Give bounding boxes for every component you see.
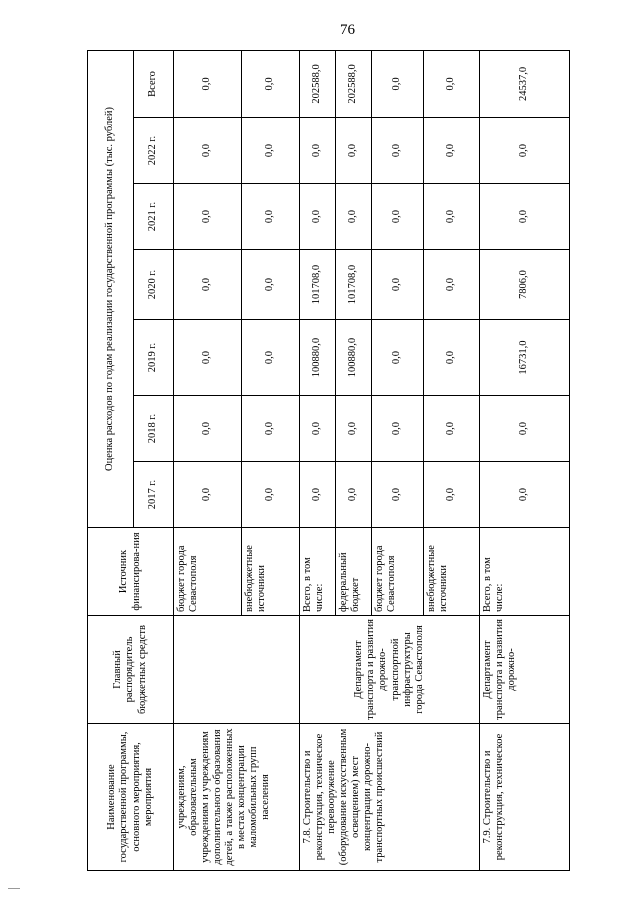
source-cell: внебюджетные источники <box>242 528 300 616</box>
value-cell: 0,0 <box>336 118 372 184</box>
value-cell: 0,0 <box>480 184 570 250</box>
total-cell: 0,0 <box>174 50 242 117</box>
source-cell: бюджет города Севастополя <box>174 528 242 616</box>
value-cell: 0,0 <box>174 462 242 528</box>
value-cell: 0,0 <box>242 250 300 320</box>
value-cell: 101708,0 <box>336 250 372 320</box>
value-cell: 0,0 <box>336 462 372 528</box>
executor-cell: Департамент транспорта и развития дорожно- <box>480 616 570 724</box>
value-cell: 0,0 <box>372 118 424 184</box>
header-year: 2017 г. <box>134 462 174 528</box>
page-number: 76 <box>340 22 355 38</box>
source-cell: внебюджетные источники <box>424 528 480 616</box>
value-cell: 0,0 <box>242 118 300 184</box>
source-cell: бюджет города Севастополя <box>372 528 424 616</box>
total-cell: 202588,0 <box>336 50 372 117</box>
value-cell: 0,0 <box>242 462 300 528</box>
value-cell: 0,0 <box>480 118 570 184</box>
value-cell: 0,0 <box>372 396 424 462</box>
header-executor: Главный распорядитель бюджетных средств <box>88 616 174 724</box>
table-row <box>300 50 336 870</box>
source-cell: федеральный бюджет <box>336 528 372 616</box>
rotated-table-container <box>87 51 570 871</box>
header-year: 2018 г. <box>134 396 174 462</box>
value-cell: 0,0 <box>424 250 480 320</box>
total-cell: 0,0 <box>424 50 480 117</box>
value-cell: 100880,0 <box>300 320 336 396</box>
value-cell: 0,0 <box>372 462 424 528</box>
value-cell: 0,0 <box>174 396 242 462</box>
total-cell: 0,0 <box>372 50 424 117</box>
header-year: 2021 г. <box>134 184 174 250</box>
measure-name: 7.8. Строительство и реконструкция, техническое перевооружение (оборудование искусственным освещением) мест концентрации дорожно-транспортных происшествий <box>300 724 480 871</box>
value-cell: 0,0 <box>424 396 480 462</box>
executor-cell <box>174 616 300 724</box>
header-year: 2019 г. <box>134 320 174 396</box>
value-cell: 0,0 <box>424 462 480 528</box>
value-cell: 101708,0 <box>300 250 336 320</box>
value-cell: 0,0 <box>336 184 372 250</box>
value-cell: 0,0 <box>336 396 372 462</box>
value-cell: 0,0 <box>424 320 480 396</box>
source-cell: Всего, в том числе: <box>300 528 336 616</box>
value-cell: 7806,0 <box>480 250 570 320</box>
value-cell: 0,0 <box>242 184 300 250</box>
total-cell: 0,0 <box>242 50 300 117</box>
value-cell: 0,0 <box>242 320 300 396</box>
header-total: Всего <box>134 50 174 117</box>
value-cell: 0,0 <box>174 320 242 396</box>
value-cell: 16731,0 <box>480 320 570 396</box>
source-cell: Всего, в том числе: <box>480 528 570 616</box>
value-cell: 0,0 <box>174 250 242 320</box>
header-estimate: Оценка расходов по годам реализации государственной программы (тыс. рублей) <box>88 50 134 527</box>
value-cell: 0,0 <box>424 184 480 250</box>
value-cell: 0,0 <box>300 118 336 184</box>
scan-mark <box>8 888 20 889</box>
value-cell: 0,0 <box>372 184 424 250</box>
value-cell: 0,0 <box>372 320 424 396</box>
measure-name: 7.9. Строительство и реконструкция, техническое <box>480 724 570 871</box>
value-cell: 0,0 <box>372 250 424 320</box>
table-row <box>480 50 570 870</box>
value-cell: 100880,0 <box>336 320 372 396</box>
header-year: 2022 г. <box>134 118 174 184</box>
table-row <box>174 50 242 870</box>
header-name: Наименование государственной программы, основного мероприятия, мероприятия <box>88 724 174 871</box>
executor-cell: Департамент транспорта и развития дорожно-транспортной инфраструктуры города Севастополя <box>300 616 480 724</box>
value-cell: 0,0 <box>300 184 336 250</box>
header-year: 2020 г. <box>134 250 174 320</box>
financing-table <box>87 50 570 871</box>
total-cell: 24537,0 <box>480 50 570 117</box>
total-cell: 202588,0 <box>300 50 336 117</box>
value-cell: 0,0 <box>424 118 480 184</box>
value-cell: 0,0 <box>480 396 570 462</box>
value-cell: 0,0 <box>174 184 242 250</box>
value-cell: 0,0 <box>300 396 336 462</box>
value-cell: 0,0 <box>242 396 300 462</box>
value-cell: 0,0 <box>300 462 336 528</box>
measure-name: учреждениям, образовательным учреждениям и учреждениям дополнительного образования детей, а также расположенных в местах концентрации маломобильных групп населения <box>174 724 300 871</box>
value-cell: 0,0 <box>174 118 242 184</box>
header-source: Источник финансирова-ния <box>88 528 174 616</box>
value-cell: 0,0 <box>480 462 570 528</box>
